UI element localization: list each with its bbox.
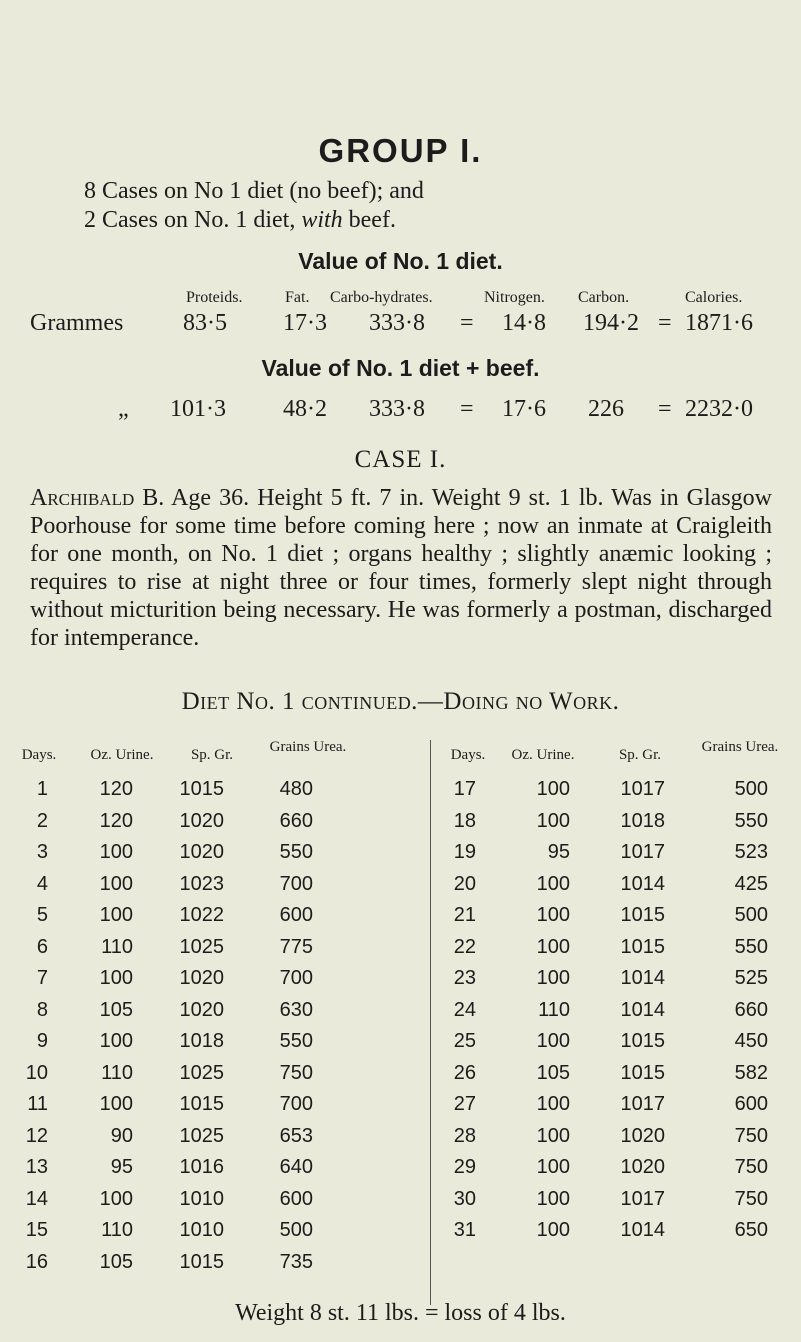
table-cell: 100 [536, 778, 570, 800]
table-cell: 20 [453, 872, 476, 895]
table-cell: 630 [279, 998, 313, 1021]
table-cell: 100 [536, 809, 570, 832]
table-cell: 1020 [620, 1156, 665, 1178]
table-cell: 1023 [179, 872, 224, 895]
table-cell: 100 [536, 967, 570, 989]
header-fat: Fat. [285, 289, 310, 306]
table-cell: 550 [734, 809, 768, 832]
table-cell: 1020 [620, 1124, 665, 1147]
table-cell: 100 [99, 1187, 133, 1210]
table-cell: 750 [734, 1124, 768, 1147]
table-cell: 24 [453, 998, 476, 1021]
value-carbon: 194·2 [583, 310, 639, 336]
table-cell: 700 [279, 872, 313, 895]
column-header: Grains Urea. [701, 739, 779, 755]
value-no1-heading: Value of No. 1 diet. [298, 248, 503, 274]
header-carbon: Carbon. [578, 289, 630, 306]
value-carbon-beef: 226 [588, 396, 624, 422]
table-cell: 1010 [179, 1219, 224, 1241]
table-cell: 1017 [620, 1093, 665, 1115]
table-cell: 1014 [620, 998, 665, 1021]
table-cell: 1025 [179, 935, 224, 958]
table-cell: 18 [453, 809, 476, 832]
value-carbo-hydrates-beef: 333·8 [369, 396, 425, 422]
subtitle-line-1: 8 Cases on No 1 diet (no beef); and [84, 178, 424, 204]
page-title: GROUP I. [318, 132, 483, 169]
table-cell: 1020 [179, 809, 224, 832]
table-cell: 9 [36, 1030, 48, 1052]
column-header: Grains Urea. [269, 739, 347, 755]
table-cell: 500 [734, 778, 768, 800]
table-cell: 750 [279, 1061, 313, 1084]
table-cell: 22 [453, 935, 476, 958]
table-cell: 600 [279, 1187, 313, 1210]
subtitle-line-2 [84, 207, 396, 234]
table-cell: 100 [99, 872, 133, 895]
table-cell: 650 [734, 1219, 768, 1241]
column-header: Days. [450, 747, 486, 763]
table-cell: 23 [453, 967, 476, 989]
table-cell: 1018 [620, 809, 665, 832]
table-cell: 120 [99, 809, 133, 832]
value-beef-heading: Value of No. 1 diet + beef. [261, 355, 540, 381]
table-cell: 750 [734, 1187, 768, 1210]
table-cell: 25 [453, 1030, 476, 1052]
table-cell: 1020 [179, 967, 224, 989]
table-cell: 110 [101, 935, 133, 958]
value-nitrogen: 14·8 [502, 310, 546, 336]
table-cell: 21 [453, 904, 476, 926]
table-cell: 100 [536, 1156, 570, 1178]
table-cell: 100 [536, 1124, 570, 1147]
weight-footer: Weight 8 st. 11 lbs. = loss of 4 lbs. [235, 1300, 566, 1326]
subtitle-line-2-end: beef. [342, 207, 396, 233]
case-paragraph [30, 484, 772, 652]
table-cell: 100 [99, 841, 133, 863]
column-header: Sp. Gr. [618, 747, 662, 763]
column-divider [430, 740, 431, 1305]
table-cell: 100 [536, 1187, 570, 1210]
table-cell: 1020 [179, 998, 224, 1021]
table-cell: 1022 [179, 904, 224, 926]
table-cell: 95 [547, 841, 570, 863]
table-cell: 3 [36, 841, 48, 863]
table-cell: 1014 [620, 872, 665, 895]
header-nitrogen: Nitrogen. [484, 289, 545, 306]
table-cell: 600 [279, 904, 313, 926]
table-cell: 100 [99, 967, 133, 989]
table-cell: 1015 [620, 1030, 665, 1052]
table-cell: 30 [453, 1187, 476, 1210]
table-cell: 14 [25, 1187, 48, 1210]
table-cell: 735 [279, 1250, 313, 1273]
table-cell: 1 [36, 778, 48, 800]
table-cell: 640 [279, 1156, 313, 1178]
header-proteids: Proteids. [186, 289, 243, 306]
table-cell: 100 [536, 904, 570, 926]
table-cell: 100 [536, 1093, 570, 1115]
value-proteids-beef: 101·3 [170, 396, 226, 422]
table-cell: 100 [99, 1030, 133, 1052]
table-cell: 1025 [179, 1061, 224, 1084]
table-cell: 1017 [620, 1187, 665, 1210]
table-cell: 750 [734, 1156, 768, 1178]
table-cell: 5 [36, 904, 48, 926]
column-header: Oz. Urine. [511, 747, 575, 763]
table-cell: 13 [25, 1156, 48, 1178]
table-cell: 1025 [179, 1124, 224, 1147]
table-cell: 17 [453, 778, 476, 800]
row-label-ditto: „ [118, 396, 129, 422]
value-nitrogen-beef: 17·6 [502, 396, 546, 422]
case-title: CASE I. [354, 446, 447, 473]
table-cell: 500 [279, 1219, 313, 1241]
table-cell: 1015 [620, 935, 665, 958]
table-cell: 600 [734, 1093, 768, 1115]
table-cell: 550 [279, 841, 313, 863]
table-cell: 1014 [620, 967, 665, 989]
column-header: Days. [21, 747, 57, 763]
table-cell: 1015 [179, 1250, 224, 1273]
table-cell: 582 [734, 1061, 768, 1084]
subtitle-line-2-start: 2 Cases on No. 1 diet, [84, 207, 302, 233]
subtitle-line-2-emphasis: with [301, 207, 343, 233]
table-cell: 12 [25, 1124, 48, 1147]
equals-sign: = [460, 310, 474, 336]
table-cell: 1015 [620, 904, 665, 926]
diet-heading: Diet No. 1 continued.—Doing no Work. [181, 688, 620, 715]
table-cell: 425 [734, 872, 768, 895]
table-cell: 775 [279, 935, 313, 958]
table-cell: 2 [36, 809, 48, 832]
table-cell: 110 [101, 1061, 133, 1084]
table-cell: 1015 [179, 778, 224, 800]
row-label-grammes: Grammes [30, 310, 124, 336]
table-cell: 120 [99, 778, 133, 800]
table-cell: 110 [101, 1219, 133, 1241]
table-cell: 10 [25, 1061, 48, 1084]
value-calories-beef: 2232·0 [685, 396, 753, 422]
table-cell: 90 [110, 1124, 133, 1147]
table-cell: 95 [110, 1156, 133, 1178]
table-cell: 4 [36, 872, 48, 895]
table-cell: 100 [536, 1219, 570, 1241]
case-description: Age 36. Height 5 ft. 7 in. Weight 9 st. 1 lb. Was in Glasgow Poorhouse for some time before coming here ; now an inmate at Craigleith for one month, on No. 1 diet ; organs healthy ; slightly anæmic looking ; requires to rise at night three or four times, formerly slept night through without micturition being necessary. He was formerly a postman, discharged for intemperance. [30, 485, 772, 651]
table-cell: 100 [536, 872, 570, 895]
table-cell: 1015 [179, 1093, 224, 1115]
table-cell: 700 [279, 967, 313, 989]
table-cell: 16 [25, 1250, 48, 1273]
table-cell: 525 [734, 967, 768, 989]
table-cell: 100 [99, 1093, 133, 1115]
equals-sign: = [460, 396, 474, 422]
table-cell: 523 [734, 841, 768, 863]
table-cell: 100 [99, 904, 133, 926]
table-cell: 15 [25, 1219, 48, 1241]
table-cell: 11 [27, 1093, 48, 1115]
table-cell: 653 [279, 1124, 313, 1147]
column-header: Sp. Gr. [190, 747, 234, 763]
table-cell: 660 [734, 998, 768, 1021]
table-cell: 105 [536, 1061, 570, 1084]
table-cell: 1016 [179, 1156, 224, 1178]
table-cell: 1010 [179, 1187, 224, 1210]
value-carbo-hydrates: 333·8 [369, 310, 425, 336]
table-cell: 480 [279, 778, 313, 800]
table-cell: 105 [99, 1250, 133, 1273]
table-cell: 100 [536, 935, 570, 958]
table-cell: 100 [536, 1030, 570, 1052]
table-cell: 31 [453, 1219, 476, 1241]
table-cell: 550 [734, 935, 768, 958]
table-cell: 110 [538, 998, 570, 1021]
value-proteids: 83·5 [183, 310, 227, 336]
value-calories: 1871·6 [685, 310, 753, 336]
table-cell: 8 [36, 998, 48, 1021]
table-cell: 1018 [179, 1030, 224, 1052]
table-cell: 1017 [620, 841, 665, 863]
table-cell: 7 [36, 967, 48, 989]
table-cell: 660 [279, 809, 313, 832]
table-cell: 450 [734, 1030, 768, 1052]
table-cell: 6 [36, 935, 48, 958]
table-cell: 700 [279, 1093, 313, 1115]
table-cell: 27 [453, 1093, 476, 1115]
table-cell: 1014 [620, 1219, 665, 1241]
value-fat: 17·3 [283, 310, 327, 336]
table-cell: 550 [279, 1030, 313, 1052]
table-cell: 19 [453, 841, 476, 863]
table-cell: 105 [99, 998, 133, 1021]
column-header: Oz. Urine. [90, 747, 154, 763]
header-carbo-hydrates: Carbo-hydrates. [330, 289, 433, 306]
table-cell: 29 [453, 1156, 476, 1178]
table-cell: 1020 [179, 841, 224, 863]
header-calories: Calories. [685, 289, 743, 306]
value-fat-beef: 48·2 [283, 396, 327, 422]
patient-name: Archibald B. [30, 485, 165, 511]
equals-sign: = [658, 310, 672, 336]
table-cell: 28 [453, 1124, 476, 1147]
table-cell: 1017 [620, 778, 665, 800]
equals-sign: = [658, 396, 672, 422]
table-cell: 1015 [620, 1061, 665, 1084]
table-cell: 500 [734, 904, 768, 926]
table-cell: 26 [453, 1061, 476, 1084]
